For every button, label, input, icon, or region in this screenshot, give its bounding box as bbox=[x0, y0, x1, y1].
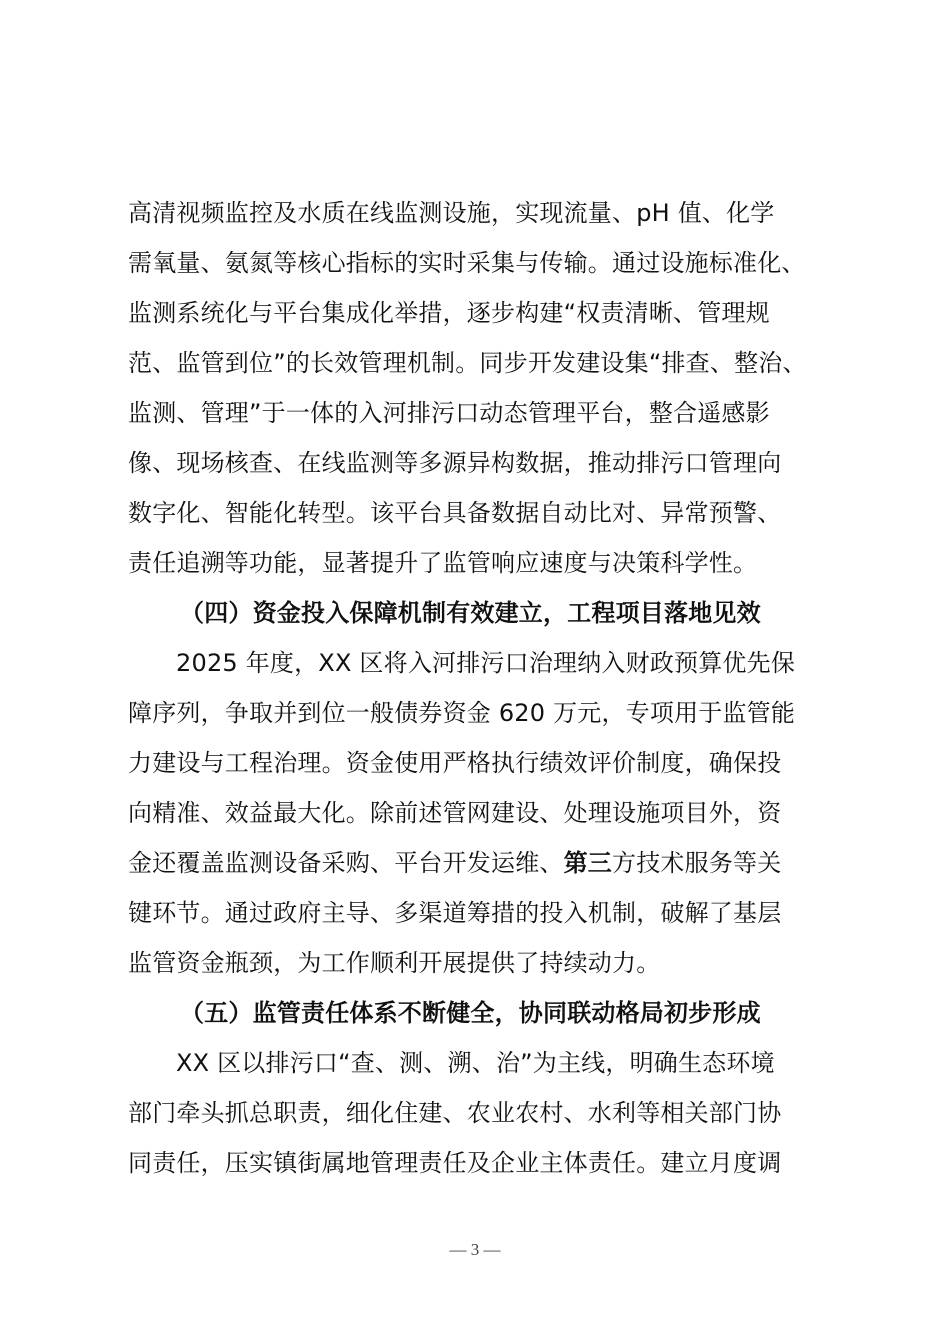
paragraph-line: 同责任，压实镇街属地管理责任及企业主体责任。建立月度调 bbox=[128, 1149, 782, 1177]
paragraph-line: 责任追溯等功能，显著提升了监管响应速度与决策科学性。 bbox=[128, 549, 758, 577]
paragraph-line: 部门牵头抓总职责，细化住建、农业农村、水利等相关部门协 bbox=[128, 1099, 782, 1127]
text-run: 金还覆盖监测设备采购、平台开发运维、 bbox=[128, 849, 564, 877]
paragraph-line: 2025 年度，XX 区将入河排污口治理纳入财政预算优先保 bbox=[176, 649, 796, 677]
paragraph-line: 向精准、效益最大化。除前述管网建设、处理设施项目外，资 bbox=[128, 799, 782, 827]
paragraph-line: 需氧量、氨氮等核心指标的实时采集与传输。通过设施标准化、 bbox=[128, 249, 806, 277]
paragraph-line: 范、监管到位”的长效管理机制。同步开发建设集“排查、整治、 bbox=[128, 349, 807, 377]
paragraph-line: 像、现场核查、在线监测等多源异构数据，推动排污口管理向 bbox=[128, 449, 782, 477]
page-number: — 3 — bbox=[449, 1240, 501, 1259]
paragraph-line: 高清视频监控及水质在线监测设施，实现流量、pH 值、化学 bbox=[128, 199, 775, 227]
paragraph-line: 力建设与工程治理。资金使用严格执行绩效评价制度，确保投 bbox=[128, 749, 782, 777]
section-heading-5: （五）监管责任体系不断健全，协同联动格局初步形成 bbox=[180, 999, 761, 1027]
paragraph-line bbox=[128, 838, 840, 888]
paragraph-line: 监管资金瓶颈，为工作顺利开展提供了持续动力。 bbox=[128, 949, 661, 977]
bold-text-run: 第三 bbox=[563, 849, 613, 877]
paragraph-line: 数字化、智能化转型。该平台具备数据自动比对、异常预警、 bbox=[128, 499, 782, 527]
paragraph-line: XX 区以排污口“查、测、溯、治”为主线，明确生态环境 bbox=[176, 1049, 775, 1077]
paragraph-line: 监测、管理”于一体的入河排污口动态管理平台，整合遥感影 bbox=[128, 399, 770, 427]
paragraph-line: 障序列，争取并到位一般债券资金 620 万元，专项用于监管能 bbox=[128, 699, 796, 727]
paragraph-line: 键环节。通过政府主导、多渠道筹措的投入机制，破解了基层 bbox=[128, 899, 782, 927]
section-heading-4: （四）资金投入保障机制有效建立，工程项目落地见效 bbox=[180, 599, 761, 627]
paragraph-line: 监测系统化与平台集成化举措，逐步构建“权责清晰、管理规 bbox=[128, 299, 770, 327]
text-run: 方技术服务等关 bbox=[612, 849, 782, 877]
